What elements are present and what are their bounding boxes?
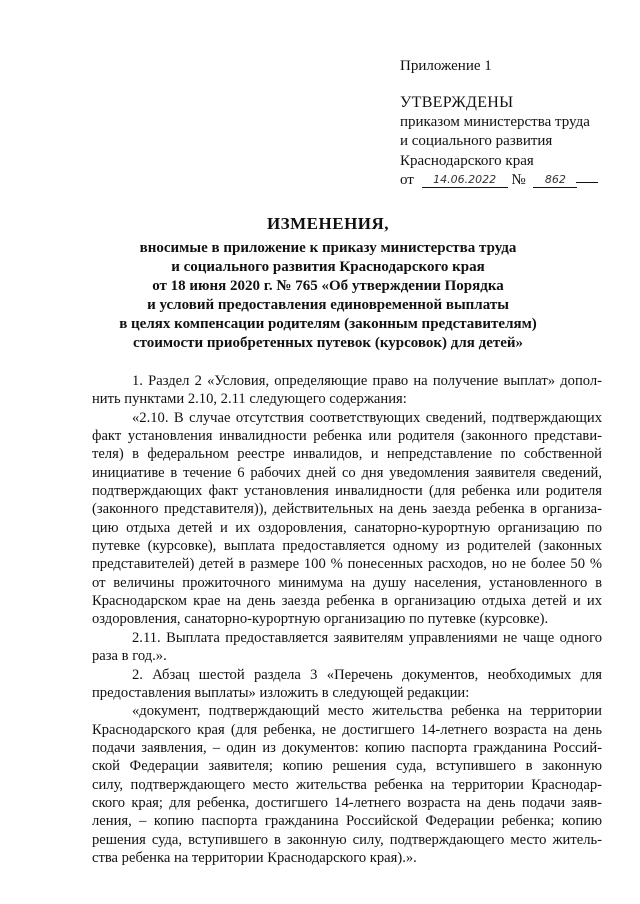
approval-stamp [400,93,598,191]
body-line: Краснодарском крае на день заезда ребенка в организацию отдыха детей и их [92,593,602,610]
body-line: от величины прожиточного минимума на душу населения, установленного в [92,574,602,591]
body-line: 1. Раздел 2 «Условия, определяющие право на получение выплат» допол- [132,373,602,389]
title-line: от 18 июня 2020 г. № 765 «Об утверждении Порядка [152,278,504,294]
body-line: теля) в федеральном реестре инвалидов, и непредставление по собственной [92,446,602,463]
handwritten-number: 862 [533,173,577,188]
handwritten-date: 14.06.2022 [422,173,508,188]
approved-heading: УТВЕРЖДЕНЫ [400,94,514,111]
body-line: ского края; для ребенка, достигшего 14-летнего возраста на день подачи заяв- [92,794,602,811]
title-line: стоимости приобретенных путевок (курсовок) для детей» [132,335,524,351]
body-line: оздоровления, санаторно-курортную организацию по путевке (курсовке). [92,611,549,628]
approved-line: Краснодарского края [400,152,534,169]
body-line: цию отдыха детей и их оздоровления, санаторно-курортную организацию по [92,519,602,536]
number-prefix: № [511,172,526,188]
body-line: ской Федерации заявителя; копию решения суда, вступившего в законную [92,758,602,775]
title-line: и социального развития Краснодарского края [171,259,485,275]
body-line: 2. Абзац шестой раздела 3 «Перечень документов, необходимых для [132,666,602,683]
body-line: факт установления инвалидности ребенка или родителя (законного представи- [92,428,602,445]
body-line: нить пунктами 2.10, 2.11 следующего содержания: [92,391,407,408]
body-line: «2.10. В случае отсутствия соответствующих сведений, подтверждающих [132,409,602,426]
document-body [92,372,602,867]
body-line: ления, – копию паспорта гражданина Российской Федерации ребенка; копию [92,813,602,830]
body-line: подачи заявления, – один из документов: копию паспорта гражданина Россий- [92,739,602,756]
body-line: (законного представителя)), действительных на день заезда ребенка в организа- [92,501,602,518]
body-line: силу, подтверждающего место жительства ребенка на территории Краснодар- [92,776,602,793]
body-line: 2.11. Выплата предоставляется заявителям управлениями не чаще одного [132,629,602,646]
title-line: в целях компенсации родителям (законным представителям) [119,316,537,332]
title-line: и условий предоставления единовременной выплаты [147,297,509,313]
body-line: Краснодарского края (для ребенка, не достигшего 14-летнего возраста на день [92,721,602,738]
body-line: инициативе в течение 6 рабочих дней со дня уведомления заявителя сведений, [92,464,602,481]
title-main: ИЗМЕНЕНИЯ, [266,214,390,233]
signature-underline [576,182,598,183]
date-prefix: от [400,172,414,188]
approved-line: приказом министерства труда [400,113,590,130]
approved-line: и социального развития [400,133,553,149]
body-line: ства ребенка на территории Краснодарского края).». [92,849,417,866]
body-line: раза в год.». [92,648,167,665]
document-title [60,214,596,353]
title-line: вносимые в приложение к приказу министерства труда [139,240,517,256]
body-line: представителей) детей в размере 100 % понесенных расходов, но не более 50 % [92,556,602,573]
appendix-label: Приложение 1 [400,58,492,74]
body-line: предоставления выплаты» изложить в следующей редакции: [92,684,470,701]
body-line: «документ, подтверждающий место жительства ребенка на территории [132,703,602,720]
body-line: подтверждающих факт установления инвалидности (для ребенка или родителя [92,483,602,500]
body-line: решения суда, вступившего в законную силу, подтверждающего место житель- [92,831,602,848]
body-line: путевке (курсовке), выплата предоставляется одному из родителей (законных [92,538,602,555]
order-date-number-line [400,171,598,191]
